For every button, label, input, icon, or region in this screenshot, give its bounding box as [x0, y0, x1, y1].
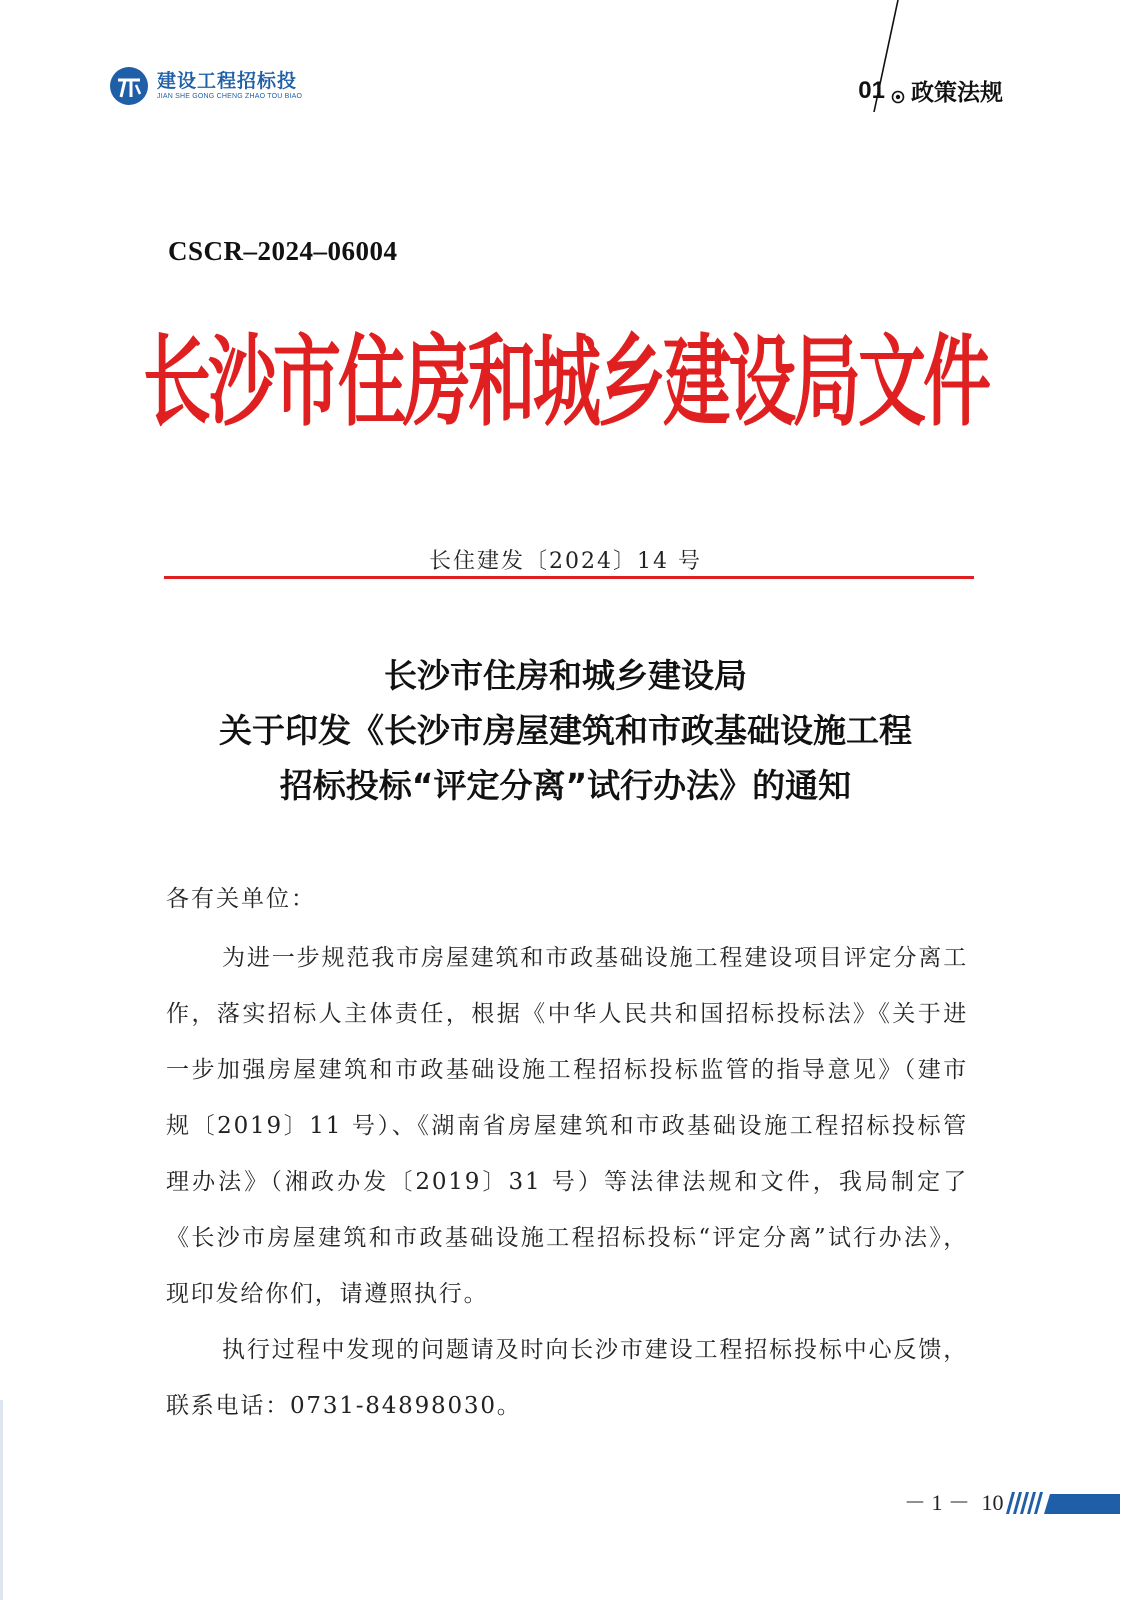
- page-footer: [904, 1486, 1010, 1517]
- section-number: 01: [858, 76, 885, 104]
- zhaotoubiao-logo-icon: [110, 67, 148, 105]
- magazine-logo: [110, 64, 302, 108]
- notice-title-line: 长沙市住房和城乡建设局: [384, 656, 747, 695]
- notice-title: [0, 648, 1131, 813]
- red-divider: [164, 576, 974, 579]
- section-label: [858, 74, 1003, 107]
- footer-stripes-decoration: [1000, 1492, 1120, 1514]
- notice-title-line: 关于印发《长沙市房屋建筑和市政基础设施工程: [219, 711, 912, 750]
- circle-dot-icon: [891, 84, 905, 98]
- body-paragraph: 为进一步规范我市房屋建筑和市政基础设施工程建设项目评定分离工作，落实招标人主体责任，根据《中华人民共和国招标投标法》《关于进一步加强房屋建筑和市政基础设施工程招标投标监管的指导意见》（建市规〔2019〕11 号）、《湖南省房屋建筑和市政基础设施工程招标投标管理办法》（湘政办发〔2019〕31 号）等法律法规和文件，我局制定了《长沙市房屋建筑和市政基础设施工程招标投标“评定分离”试行办法》，现印发给你们，请遵照执行。: [166, 945, 968, 1307]
- notice-title-line: 招标投标“评定分离”试行办法》的通知: [279, 766, 852, 805]
- scan-edge: [0, 1400, 3, 1600]
- page-marker: － 1 －: [904, 1490, 971, 1515]
- salutation: 各有关单位：: [166, 886, 316, 912]
- document-code: CSCR–2024–06004: [168, 236, 398, 266]
- magazine-page-number: 10: [981, 1490, 1004, 1515]
- issuer-red-header: 长沙市住房和城乡建设局文件: [142, 326, 988, 441]
- section-name: 政策法规: [911, 80, 1003, 106]
- body-paragraph: 执行过程中发现的问题请及时向长沙市建设工程招标投标中心反馈，联系电话：0731-84898030。: [166, 1337, 968, 1419]
- logo-pinyin-name: JIAN SHE GONG CHENG ZHAO TOU BIAO: [157, 93, 303, 100]
- document-number: 长住建发〔2024〕14 号: [429, 549, 702, 574]
- logo-chinese-name: 建设工程招标投: [157, 70, 298, 92]
